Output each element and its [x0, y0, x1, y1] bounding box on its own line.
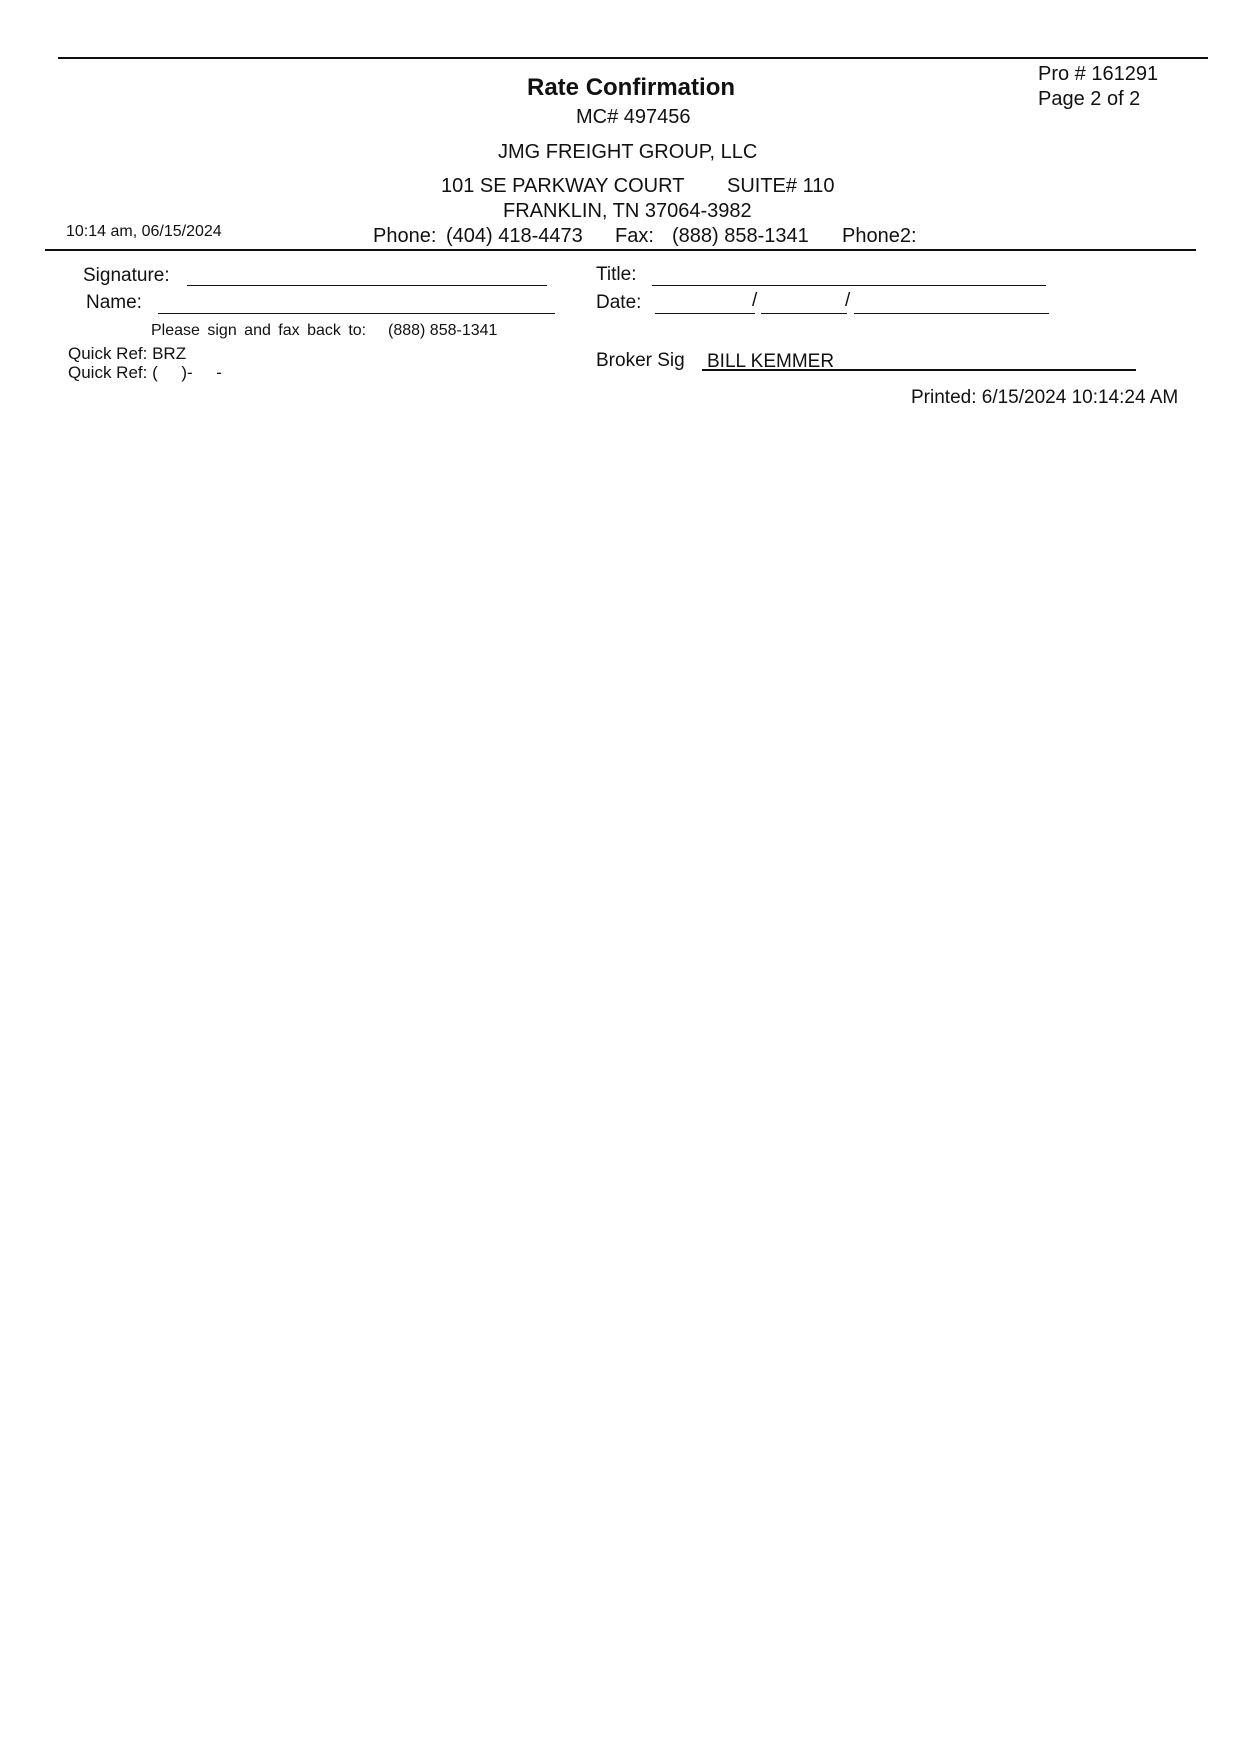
date-month-line: [655, 313, 755, 314]
phone2-label: Phone2:: [842, 225, 917, 247]
title-label: Title:: [596, 264, 637, 285]
fax-back-number: (888) 858-1341: [388, 322, 498, 339]
top-rule: [58, 57, 1208, 59]
pro-number: Pro # 161291: [1038, 63, 1159, 85]
date-year-line: [854, 313, 1049, 314]
page-info: Page 2 of 2: [1038, 88, 1141, 110]
title-line: [652, 285, 1046, 286]
quick-ref-2: Quick Ref: ( )- -: [68, 363, 222, 382]
date-label: Date:: [596, 292, 642, 313]
signature-line: [187, 285, 547, 286]
broker-sig-label: Broker Sig: [596, 350, 685, 371]
header-rule: [45, 249, 1196, 251]
broker-sig-line: [702, 369, 1136, 371]
suite-number: SUITE# 110: [727, 175, 835, 197]
quick-ref-1: Quick Ref: BRZ: [68, 344, 187, 363]
date-day-line: [761, 313, 847, 314]
phone-number: (404) 418-4473: [446, 225, 583, 247]
printed-timestamp: Printed: 6/15/2024 10:14:24 AM: [911, 387, 1179, 408]
date-separator-1: /: [752, 290, 758, 311]
address-line1: 101 SE PARKWAY COURT: [441, 175, 685, 197]
mc-number: MC# 497456: [576, 106, 691, 128]
name-line: [158, 313, 555, 314]
page-title: Rate Confirmation: [527, 74, 736, 101]
fax-label: Fax:: [615, 225, 654, 247]
signature-label: Signature:: [83, 265, 170, 286]
phone-label: Phone:: [373, 225, 437, 247]
name-label: Name:: [86, 292, 142, 313]
fax-number: (888) 858-1341: [672, 225, 809, 247]
date-separator-2: /: [845, 290, 851, 311]
company-name: JMG FREIGHT GROUP, LLC: [498, 141, 758, 163]
broker-sig-value: BILL KEMMER: [707, 351, 835, 372]
address-line2: FRANKLIN, TN 37064-3982: [503, 200, 752, 222]
fax-back-text: Please sign and fax back to:: [151, 322, 367, 339]
timestamp: 10:14 am, 06/15/2024: [66, 223, 222, 240]
